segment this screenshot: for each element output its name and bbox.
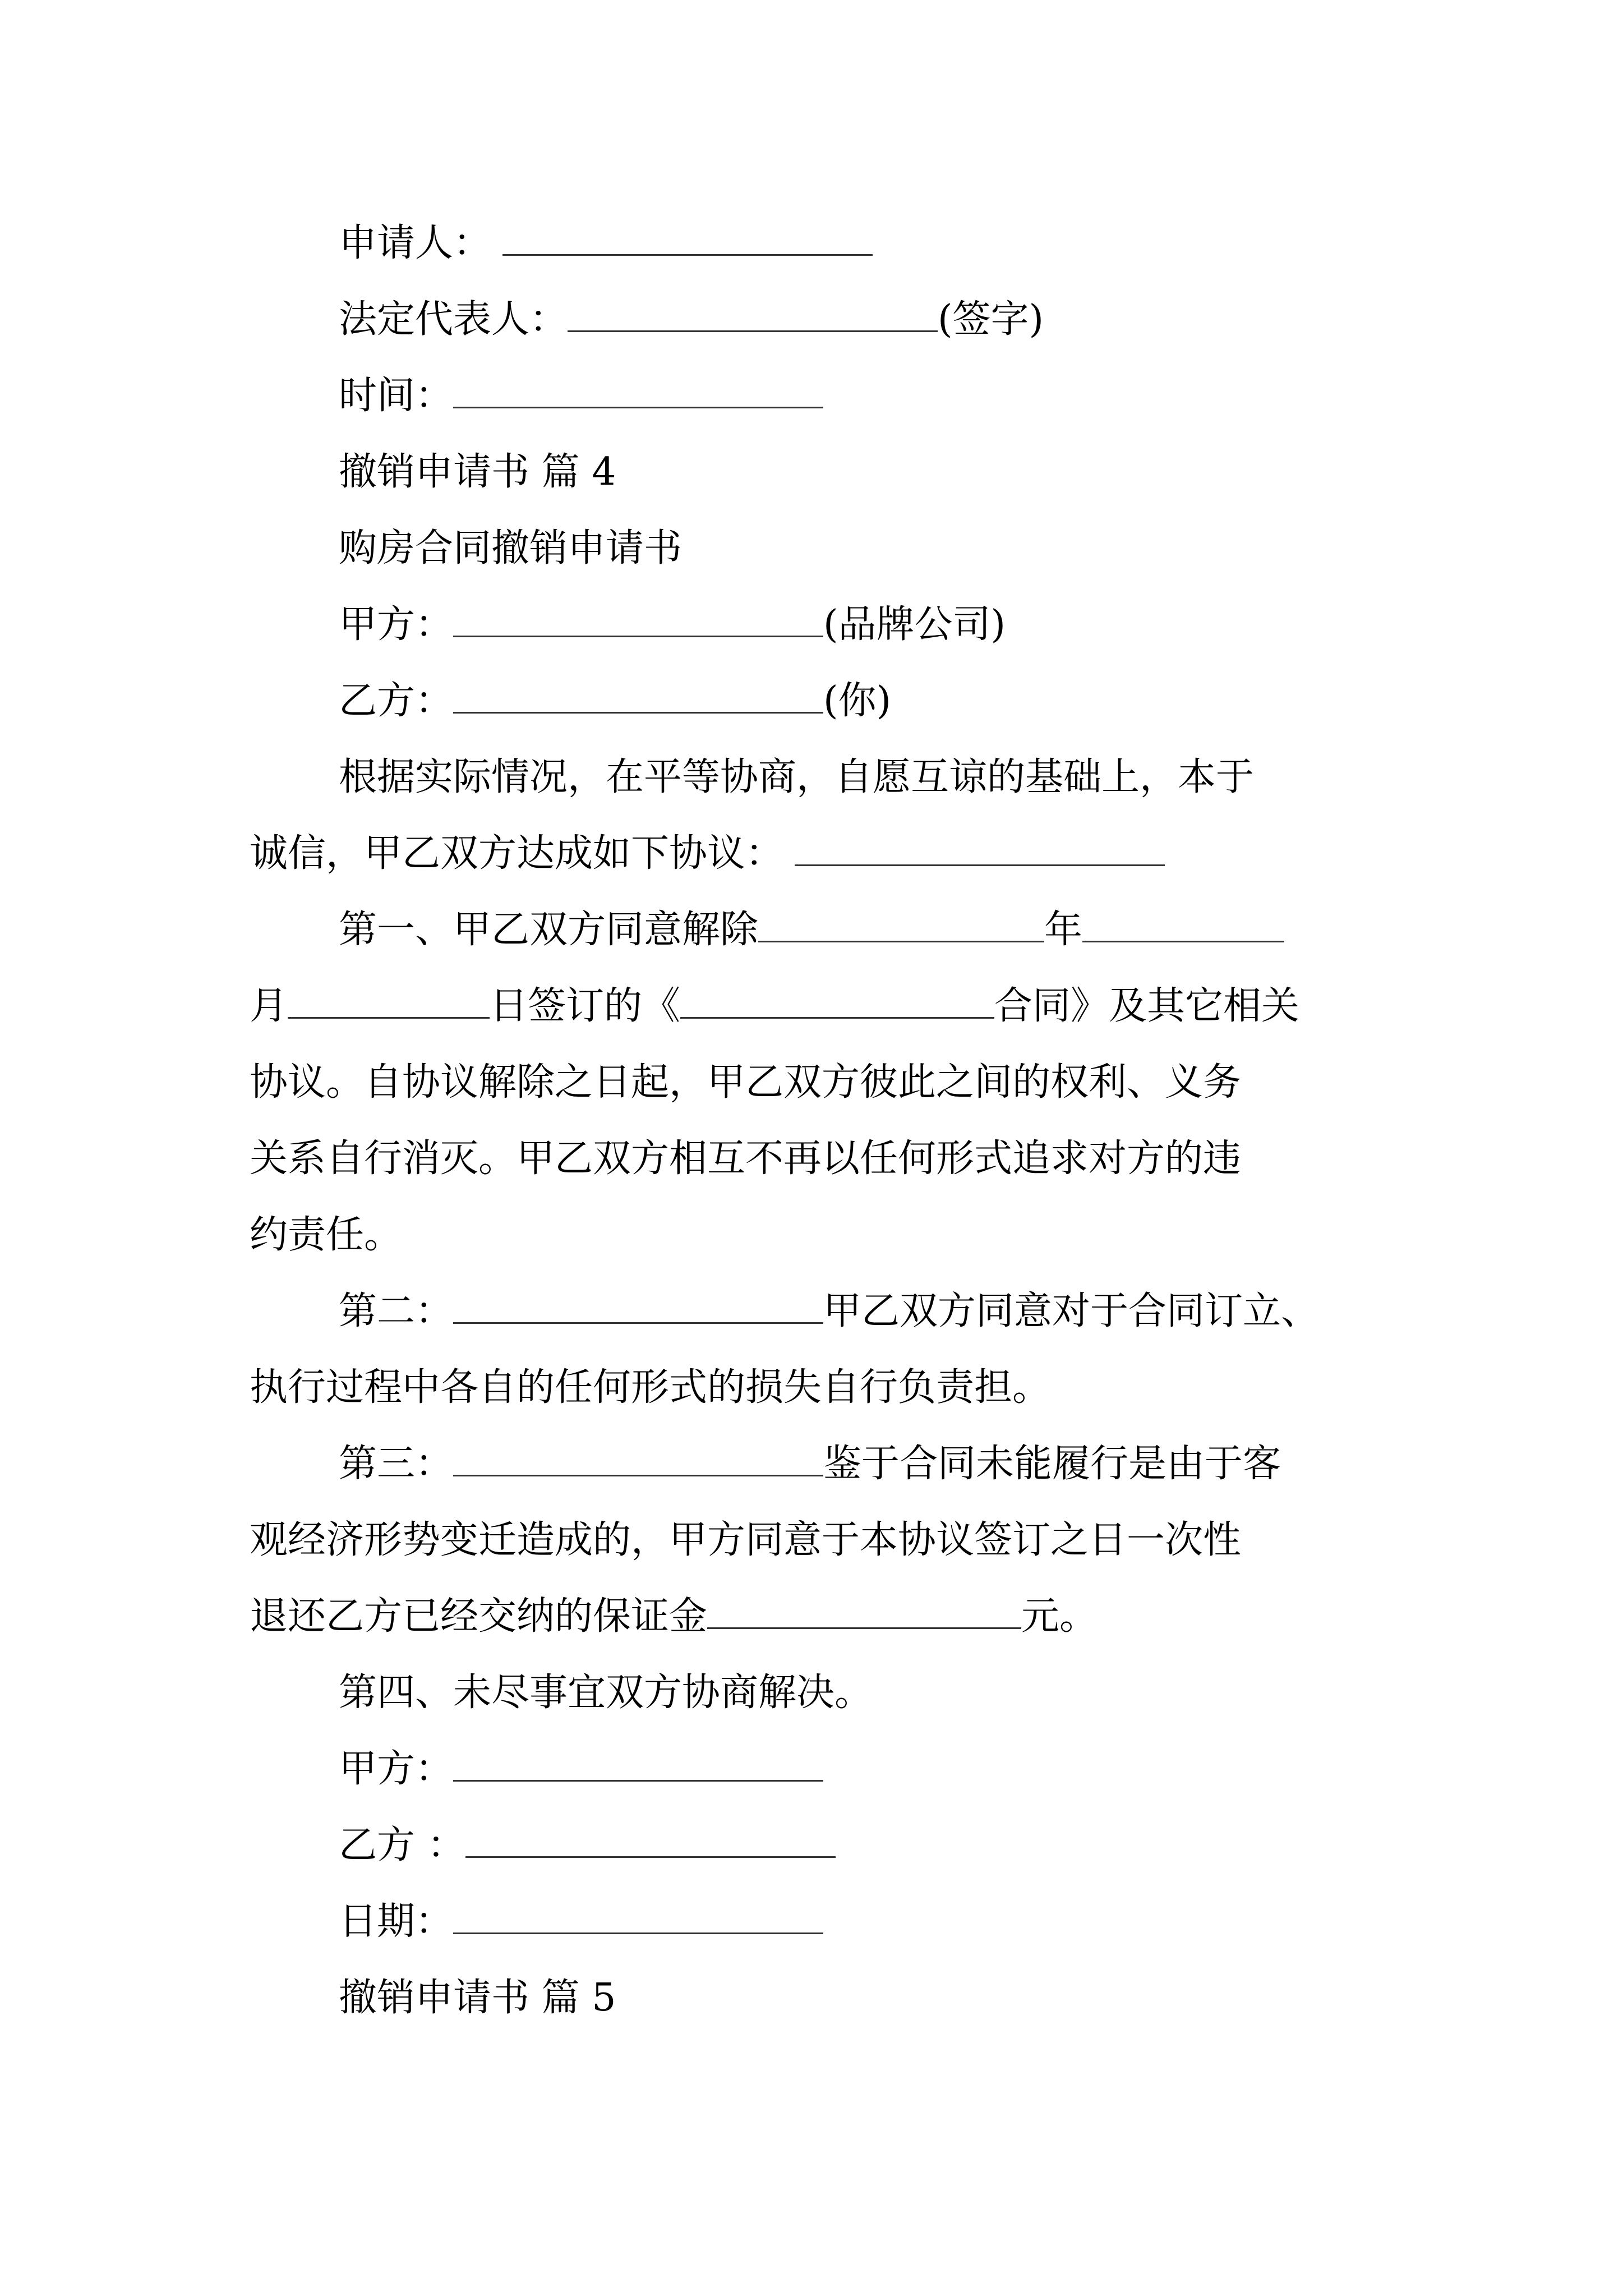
party-b-blank — [453, 683, 823, 714]
article-2-label: 第二： — [339, 1289, 454, 1333]
article-1-text-a: 第一、甲乙双方同意解除 — [339, 908, 759, 952]
article-2-blank — [453, 1293, 823, 1324]
applicant-line — [339, 215, 873, 272]
legal-rep-label: 法定代表人： — [339, 297, 568, 342]
article-4: 第四、未尽事宜双方协商解决。 — [339, 1671, 873, 1715]
article-2-line-1 — [339, 1283, 1319, 1340]
legal-rep-blank — [568, 301, 938, 332]
article-1-contract: 合同》及其它相关 — [994, 984, 1300, 1028]
article-3-blank — [453, 1446, 823, 1476]
article-1-month-blank — [288, 988, 490, 1019]
sign-date-label: 日期： — [339, 1899, 454, 1944]
applicant-label: 申请人： — [339, 221, 492, 265]
intro-line-1: 根据实际情况，在平等协商，自愿互谅的基础上，本于 — [339, 755, 1255, 799]
article-3-label: 第三： — [339, 1442, 454, 1486]
article-3-text-3b: 元。 — [1021, 1594, 1098, 1639]
intro-blank — [795, 835, 1165, 866]
sign-party-a-label: 甲方： — [339, 1747, 454, 1791]
article-1-line-3: 协议。自协议解除之日起，甲乙双方彼此之间的权利、义务 — [250, 1060, 1242, 1105]
sign-date-blank — [453, 1903, 823, 1934]
deposit-amount-blank — [707, 1598, 1021, 1629]
article-1-contract-blank — [680, 988, 994, 1019]
article-1-line-2 — [250, 978, 1299, 1034]
intro-line-2 — [250, 826, 1165, 882]
sign-party-b-blank — [465, 1827, 836, 1858]
party-b-suffix: (你) — [823, 679, 892, 723]
applicant-blank — [502, 225, 873, 256]
time-line — [339, 368, 823, 424]
article-3-line-2: 观经济形势变迁造成的，甲方同意于本协议签订之日一次性 — [250, 1518, 1242, 1562]
article-1-line-1 — [339, 902, 1284, 958]
article-1-day: 日签订的《 — [490, 984, 681, 1028]
party-a-line — [339, 597, 1006, 653]
article-1-line-4: 关系自行消灭。甲乙双方相互不再以任何形式追求对方的违 — [250, 1137, 1242, 1181]
article-1-month: 月 — [250, 984, 288, 1028]
sign-party-b-label: 乙方 ： — [339, 1823, 465, 1867]
sign-date-line — [339, 1894, 823, 1950]
party-a-blank — [453, 606, 823, 637]
article-1-year: 年 — [1044, 908, 1083, 952]
article-3-text-3a: 退还乙方已经交纳的保证金 — [250, 1594, 708, 1639]
heading-5: 撤销申请书 篇 5 — [339, 1976, 616, 2020]
legal-rep-suffix: (签字) — [938, 297, 1044, 342]
article-3-text: 鉴于合同未能履行是由于客 — [823, 1442, 1281, 1486]
party-b-label: 乙方： — [339, 679, 454, 723]
article-1-date-blank — [758, 912, 1044, 942]
article-3-line-1 — [339, 1436, 1281, 1492]
sign-party-a-line — [339, 1741, 823, 1797]
intro-text-2: 诚信，甲乙双方达成如下协议： — [250, 831, 784, 876]
time-blank — [453, 378, 823, 408]
party-a-label: 甲方： — [339, 602, 454, 647]
legal-rep-line — [339, 292, 1044, 348]
party-a-suffix: (品牌公司) — [823, 602, 1006, 647]
sign-party-b-line — [339, 1818, 836, 1874]
article-3-line-3 — [250, 1589, 1098, 1645]
article-1-year-blank — [1082, 912, 1284, 942]
time-label: 时间： — [339, 374, 454, 418]
article-2-text: 甲乙双方同意对于合同订立、 — [823, 1289, 1320, 1333]
article-2-line-2: 执行过程中各自的任何形式的损失自行负责担。 — [250, 1365, 1051, 1410]
party-b-line — [339, 673, 891, 729]
sign-party-a-blank — [453, 1751, 823, 1782]
document-subtitle: 购房合同撤销申请书 — [339, 526, 683, 570]
article-1-line-5: 约责任。 — [250, 1213, 403, 1257]
heading-4: 撤销申请书 篇 4 — [339, 450, 616, 494]
